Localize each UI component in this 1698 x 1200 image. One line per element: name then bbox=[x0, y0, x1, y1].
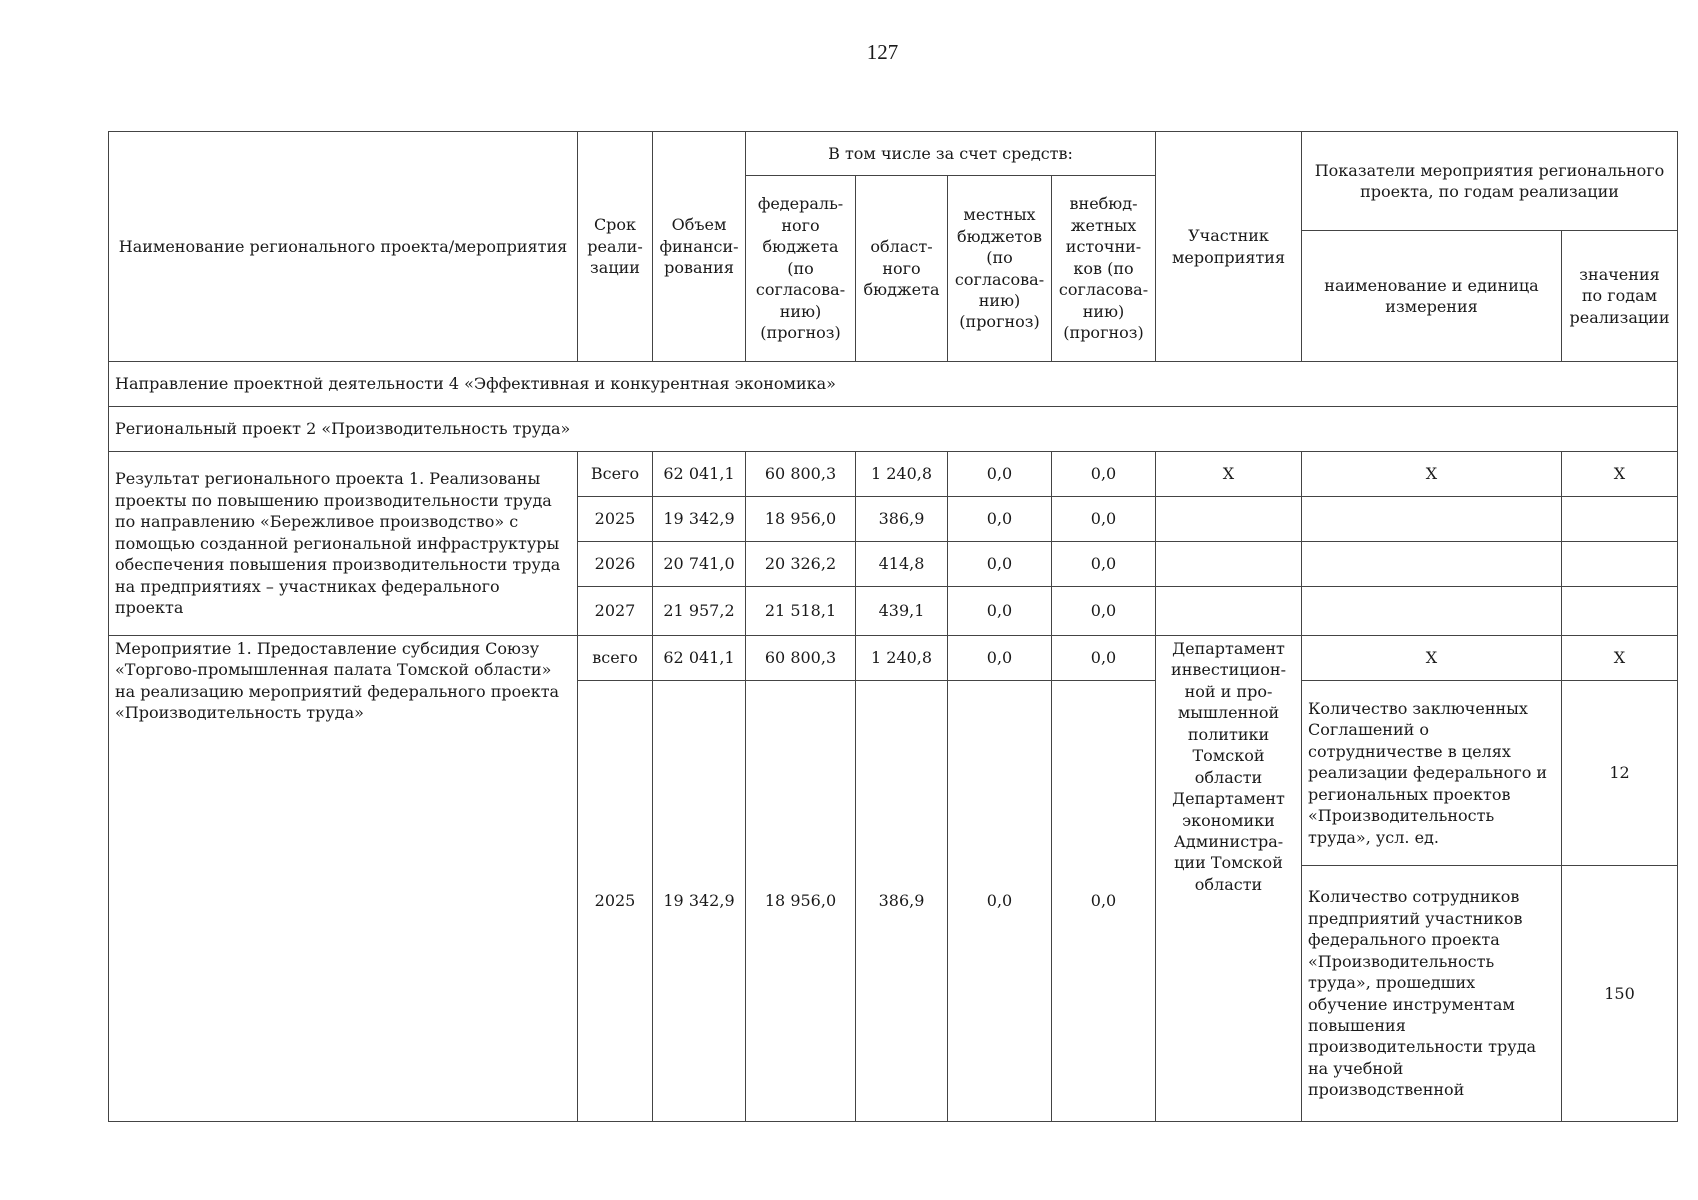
header-local: местных бюджетов (по согласова-нию) (прогноз) bbox=[948, 176, 1052, 362]
cell-extra: 0,0 bbox=[1052, 542, 1156, 587]
cell-federal: 60 800,3 bbox=[746, 636, 856, 681]
indicator-name: Количество сотрудников предприятий участников федерального проекта «Производительность труда», прошедших обучение инструментам повышения производительности труда на учебной производственной bbox=[1302, 866, 1562, 1122]
cell-local: 0,0 bbox=[948, 681, 1052, 1122]
cell-empty bbox=[1156, 587, 1302, 636]
result-row-total bbox=[109, 452, 1678, 497]
cell-local: 0,0 bbox=[948, 636, 1052, 681]
cell-term: 2026 bbox=[578, 542, 653, 587]
cell-empty bbox=[1302, 497, 1562, 542]
regional-project-table bbox=[108, 131, 1678, 1122]
cell-regional: 1 240,8 bbox=[856, 636, 948, 681]
cell-term: всего bbox=[578, 636, 653, 681]
cell-empty bbox=[1156, 497, 1302, 542]
cell-empty bbox=[1562, 497, 1678, 542]
cell-indicator-name: Х bbox=[1302, 636, 1562, 681]
indicator-name: Количество заключенных Соглашений о сотрудничестве в целях реализации федерального и региональных проектов «Производительность труда», усл. ед. bbox=[1302, 681, 1562, 866]
cell-empty bbox=[1562, 542, 1678, 587]
measure-row-total bbox=[109, 636, 1678, 681]
cell-extra: 0,0 bbox=[1052, 636, 1156, 681]
header-indicators: Показатели мероприятия регионального проекта, по годам реализации bbox=[1302, 132, 1678, 231]
cell-volume: 62 041,1 bbox=[653, 636, 746, 681]
header-indicator-values: значения по годам реализации bbox=[1562, 231, 1678, 362]
cell-extra: 0,0 bbox=[1052, 587, 1156, 636]
cell-regional: 414,8 bbox=[856, 542, 948, 587]
cell-extra: 0,0 bbox=[1052, 497, 1156, 542]
cell-empty bbox=[1562, 587, 1678, 636]
cell-term: 2025 bbox=[578, 497, 653, 542]
cell-regional: 439,1 bbox=[856, 587, 948, 636]
measure-participant: Департамент инвестицион-ной и про-мышленной политики Томской области Департамент экономики Администра-ции Томской области bbox=[1156, 636, 1302, 1122]
header-extra: внебюд-жетных источни-ков (по согласова-нию) (прогноз) bbox=[1052, 176, 1156, 362]
cell-regional: 386,9 bbox=[856, 497, 948, 542]
header-name: Наименование регионального проекта/мероприятия bbox=[109, 132, 578, 362]
cell-volume: 20 741,0 bbox=[653, 542, 746, 587]
cell-extra: 0,0 bbox=[1052, 681, 1156, 1122]
cell-participant: Х bbox=[1156, 452, 1302, 497]
cell-federal: 21 518,1 bbox=[746, 587, 856, 636]
cell-local: 0,0 bbox=[948, 452, 1052, 497]
cell-federal: 60 800,3 bbox=[746, 452, 856, 497]
header-federal: федераль-ного бюджета (по согласова-нию) (прогноз) bbox=[746, 176, 856, 362]
cell-volume: 19 342,9 bbox=[653, 681, 746, 1122]
measure-name: Мероприятие 1. Предоставление субсидия Союзу «Торгово-промышленная палата Томской области» на реализацию мероприятий федерального проекта «Производительность труда» bbox=[109, 636, 578, 1122]
header-indicator-name: наименование и единица измерения bbox=[1302, 231, 1562, 362]
indicator-value: 12 bbox=[1562, 681, 1678, 866]
page-number: 127 bbox=[866, 40, 899, 64]
cell-indicator-value: Х bbox=[1562, 452, 1678, 497]
cell-empty bbox=[1302, 587, 1562, 636]
header-volume: Объем финанси-рования bbox=[653, 132, 746, 362]
cell-volume: 21 957,2 bbox=[653, 587, 746, 636]
cell-federal: 20 326,2 bbox=[746, 542, 856, 587]
cell-federal: 18 956,0 bbox=[746, 681, 856, 1122]
cell-term: Всего bbox=[578, 452, 653, 497]
cell-empty bbox=[1156, 542, 1302, 587]
cell-indicator-value: Х bbox=[1562, 636, 1678, 681]
project-row: Региональный проект 2 «Производительность труда» bbox=[109, 407, 1678, 452]
cell-term: 2025 bbox=[578, 681, 653, 1122]
cell-federal: 18 956,0 bbox=[746, 497, 856, 542]
header-participant: Участник мероприятия bbox=[1156, 132, 1302, 362]
cell-extra: 0,0 bbox=[1052, 452, 1156, 497]
cell-regional: 1 240,8 bbox=[856, 452, 948, 497]
result-name: Результат регионального проекта 1. Реализованы проекты по повышению производительности труда по направлению «Бережливое производство» с помощью созданной региональной инфраструктуры обеспечения повышения производительности труда на предприятиях – участниках федерального проекта bbox=[109, 452, 578, 636]
cell-local: 0,0 bbox=[948, 497, 1052, 542]
header-including: В том числе за счет средств: bbox=[746, 132, 1156, 176]
cell-term: 2027 bbox=[578, 587, 653, 636]
cell-local: 0,0 bbox=[948, 587, 1052, 636]
header-term: Срок реали-зации bbox=[578, 132, 653, 362]
cell-empty bbox=[1302, 542, 1562, 587]
cell-volume: 62 041,1 bbox=[653, 452, 746, 497]
cell-regional: 386,9 bbox=[856, 681, 948, 1122]
cell-indicator-name: Х bbox=[1302, 452, 1562, 497]
cell-local: 0,0 bbox=[948, 542, 1052, 587]
direction-row: Направление проектной деятельности 4 «Эффективная и конкурентная экономика» bbox=[109, 362, 1678, 407]
cell-volume: 19 342,9 bbox=[653, 497, 746, 542]
header-regional: област-ного бюджета bbox=[856, 176, 948, 362]
indicator-value: 150 bbox=[1562, 866, 1678, 1122]
